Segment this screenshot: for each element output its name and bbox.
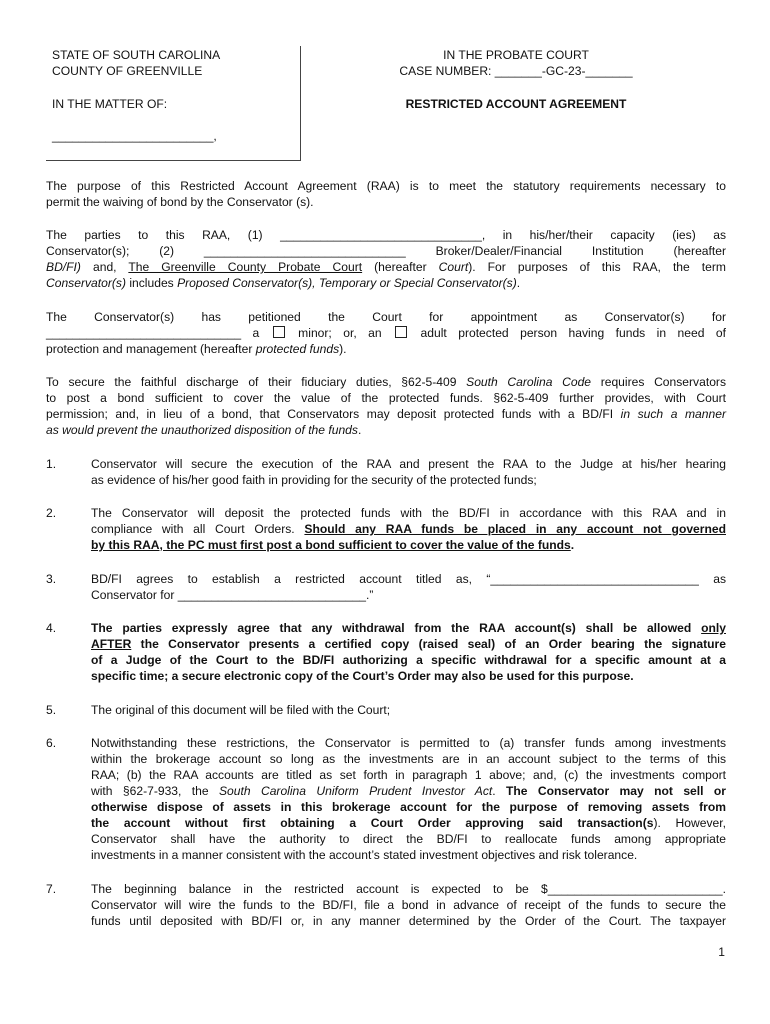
item-line: within the brokerage account so long as the investments are in an account subject to the terms of this — [91, 752, 726, 766]
parties-paragraph — [46, 227, 726, 291]
parties-text: includes — [125, 276, 178, 290]
item-line: The beginning balance in the restricted account is expected to be $__________________________. — [91, 882, 726, 896]
caption-horizontal-rule — [46, 160, 301, 161]
secure-italic: in such a manner — [620, 407, 726, 421]
item-line — [91, 521, 726, 537]
item-number: 5. — [46, 703, 57, 717]
item-bold-text: The Conservator may not sell or — [506, 784, 726, 798]
item-text: the Conservator presents a certified copy (raised seal) of an Order bearing the signature — [131, 637, 726, 651]
item-number: 3. — [46, 572, 57, 586]
secure-text: To secure the faithful discharge of their fiduciary duties, §62-5-409 — [46, 375, 467, 389]
item-line — [91, 537, 726, 553]
only-term: only — [701, 621, 726, 635]
petition-text: ). — [339, 342, 347, 356]
item-line: otherwise dispose of assets in this brokerage account for the purpose of removing assets from — [91, 800, 726, 814]
protected-funds-term: protected funds — [255, 342, 340, 356]
bdfi-term: BD/FI) — [46, 260, 81, 274]
list-item — [91, 571, 726, 603]
petition-line: The Conservator(s) has petitioned the Court for appointment as Conservator(s) for — [46, 310, 726, 324]
secure-line — [46, 406, 726, 422]
parties-line: Conservator(s); (2) ______________________________ Broker/Dealer/Financial Institution (hereafter — [46, 244, 726, 258]
item-text: . — [570, 538, 575, 552]
intro-paragraph — [46, 178, 726, 210]
list-item — [91, 456, 726, 488]
minor-checkbox[interactable] — [273, 326, 285, 338]
county-line: COUNTY OF GREENVILLE — [52, 64, 203, 78]
item-line — [91, 815, 726, 831]
list-item — [91, 505, 726, 553]
prudent-investor-act: South Carolina Uniform Prudent Investor Act — [218, 784, 493, 798]
parties-line — [46, 275, 726, 291]
caption-vertical-rule — [300, 46, 301, 161]
item-line: The original of this document will be filed with the Court; — [91, 703, 391, 717]
secure-text: requires Conservators — [591, 375, 726, 389]
intro-line: permit the waiving of bond by the Conservator (s). — [46, 195, 314, 209]
court-term: Court — [438, 260, 469, 274]
item-number: 4. — [46, 621, 57, 635]
item-number: 7. — [46, 882, 57, 896]
caption-right — [330, 47, 702, 112]
after-term: AFTER — [91, 637, 132, 651]
item-line: of a Judge of the Court to the BD/FI authorizing a specific withdrawal for a specific amount at a — [91, 653, 726, 667]
secure-line: to post a bond sufficient to cover the value of the protected funds. §62-5-409 further provides, with Court — [46, 391, 726, 405]
bond-warning: Should any RAA funds be placed in any account not governed — [304, 522, 726, 536]
item-number: 6. — [46, 736, 57, 750]
parties-text: (hereafter — [362, 260, 439, 274]
caption-left — [52, 47, 292, 144]
case-number-line: CASE NUMBER: _______-GC-23-_______ — [399, 64, 633, 78]
item-line: Notwithstanding these restrictions, the Conservator is permitted to (a) transfer funds among investments — [91, 736, 726, 750]
petition-text: minor; or, an — [286, 326, 382, 340]
item-line: BD/FI agrees to establish a restricted account titled as, “_______________________________ as — [91, 572, 726, 586]
item-line: The Conservator will deposit the protected funds with the BD/FI in accordance with this RAA and in — [91, 506, 726, 520]
item-line: Conservator will wire the funds to the BD/FI, file a bond in advance of receipt of the funds to secure the — [91, 898, 726, 912]
item-line: Conservator will secure the execution of the RAA and present the RAA to the Judge at his/her hearing — [91, 457, 726, 471]
intro-line: The purpose of this Restricted Account Agreement (RAA) is to meet the statutory requirements necessary to — [46, 179, 726, 193]
parties-text: ). For purposes of this RAA, the term — [468, 260, 726, 274]
petition-line — [46, 341, 726, 357]
petition-paragraph — [46, 309, 726, 357]
list-item — [91, 735, 726, 863]
item-text: ). However, — [653, 816, 726, 830]
matter-name-blank: ________________________, — [52, 129, 217, 143]
state-line: STATE OF SOUTH CAROLINA — [52, 48, 221, 62]
item-line: RAA; (b) the RAA accounts are titled as set forth in paragraph 1 above; and, (c) the investments comport — [91, 768, 726, 782]
petition-text: _____________________________ a — [46, 326, 260, 340]
petition-text: adult protected person having funds in need of — [409, 326, 727, 340]
item-line: as evidence of his/her good faith in providing for the security of the protected funds; — [91, 473, 537, 487]
sc-code-term: South Carolina Code — [466, 375, 592, 389]
item-line — [91, 636, 726, 652]
court-line: IN THE PROBATE COURT — [443, 48, 589, 62]
petition-text: protection and management (hereafter — [46, 342, 256, 356]
item-text: with §62-7-933, the — [91, 784, 219, 798]
matter-line: IN THE MATTER OF: — [52, 97, 168, 111]
parties-text: . — [516, 276, 521, 290]
court-name: The Greenville County Probate Court — [128, 260, 363, 274]
item-text: compliance with all Court Orders. — [91, 522, 305, 536]
bond-warning: by this RAA, the PC must first post a bond sufficient to cover the value of the funds — [91, 538, 571, 552]
secure-text: . — [357, 423, 362, 437]
adult-checkbox[interactable] — [395, 326, 407, 338]
document-title: RESTRICTED ACCOUNT AGREEMENT — [405, 97, 627, 111]
list-item — [91, 620, 726, 684]
list-item — [91, 702, 726, 718]
conservator-term: Conservator(s) — [46, 276, 126, 290]
item-line: Conservator shall have the authority to direct the BD/FI to reallocate funds among appropriate — [91, 832, 726, 846]
item-number: 1. — [46, 457, 57, 471]
secure-text: permission; and, in lieu of a bond, that Conservators may deposit protected funds with a BD/FI — [46, 407, 621, 421]
item-line: funds until deposited with BD/FI or, in any manner determined by the Order of the Court. The taxpayer — [91, 914, 726, 928]
secure-line — [46, 374, 726, 390]
item-line: Conservator for ____________________________.” — [91, 588, 374, 602]
item-line: investments in a manner consistent with the account’s stated investment objectives and risk tolerance. — [91, 848, 638, 862]
item-text: The parties expressly agree that any withdrawal from the RAA account(s) shall be allowed — [91, 621, 702, 635]
list-item — [91, 881, 726, 929]
secure-paragraph — [46, 374, 726, 438]
secure-italic: as would prevent the unauthorized disposition of the funds — [46, 423, 358, 437]
secure-line — [46, 422, 726, 438]
item-text: . — [492, 784, 507, 798]
parties-line — [46, 259, 726, 275]
item-line: specific time; a secure electronic copy of the Court’s Order may also be used for this purpose. — [91, 669, 634, 683]
item-bold-text: the account without first obtaining a Court Order approving said transaction(s — [91, 816, 654, 830]
parties-line: The parties to this RAA, (1) ______________________________, in his/her/their capacity (ies) as — [46, 228, 726, 242]
item-line — [91, 620, 726, 636]
item-number: 2. — [46, 506, 57, 520]
item-line — [91, 783, 726, 799]
parties-text: and, — [80, 260, 129, 274]
petition-line — [46, 325, 726, 341]
page-number: 1 — [718, 945, 725, 959]
conservator-definition: Proposed Conservator(s), Temporary or Special Conservator(s) — [177, 276, 517, 290]
